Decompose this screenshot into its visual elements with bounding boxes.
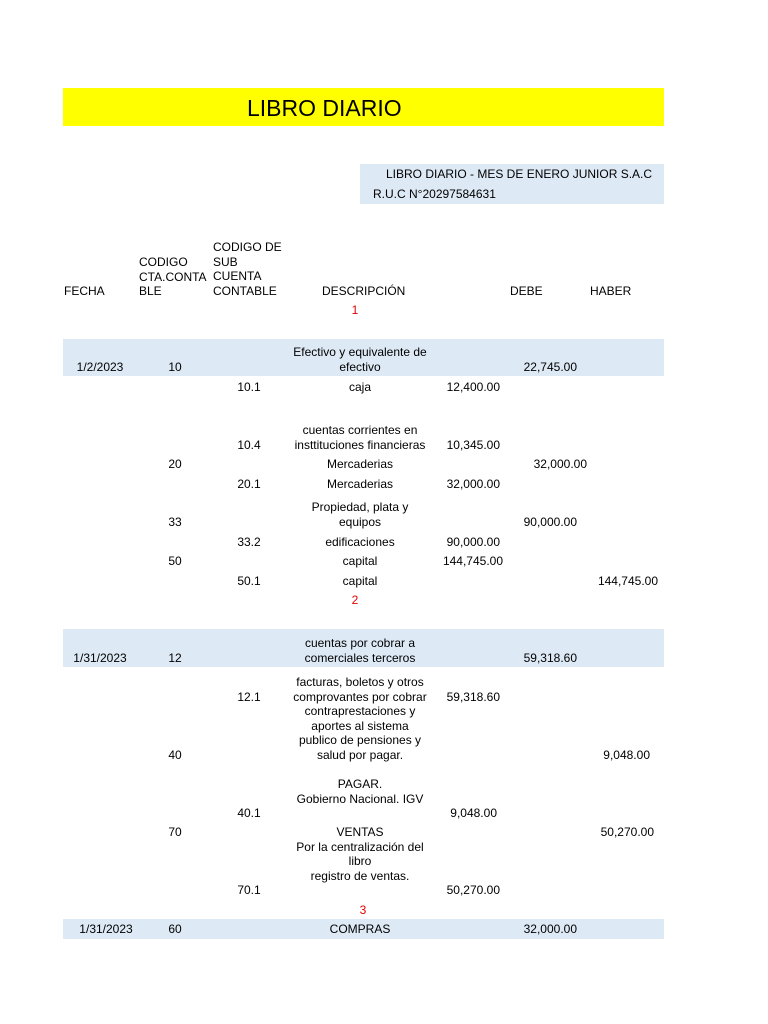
header-debe: DEBE [510, 284, 543, 298]
partial-amount: 10,345.00 [446, 438, 500, 452]
debe-amount: 32,000.00 [533, 457, 587, 471]
partial-amount: 59,318.60 [446, 690, 500, 704]
sub-account-code: 12.1 [237, 690, 261, 704]
haber-amount: 144,745.00 [597, 574, 658, 588]
header-descripcion: DESCRIPCIÓN [322, 284, 406, 298]
account-description: edificaciones [325, 535, 395, 549]
company-line-1: LIBRO DIARIO - MES DE ENERO JUNIOR S.A.C [386, 167, 653, 181]
entry-number: 1 [351, 303, 359, 317]
account-code: 40 [168, 748, 182, 762]
debe-amount: 59,318.60 [523, 651, 577, 665]
account-description: cuentas por cobrar a comerciales terceros [304, 636, 416, 665]
header-haber: HABER [590, 284, 632, 298]
entry-number: 2 [351, 593, 359, 607]
sub-account-code: 10.4 [237, 438, 261, 452]
account-description: caja [348, 380, 372, 394]
entry-date: 1/31/2023 [73, 651, 127, 665]
partial-amount: 144,745.00 [442, 554, 503, 568]
entry-number: 3 [359, 903, 367, 917]
account-description: COMPRAS [329, 922, 391, 936]
debe-amount: 22,745.00 [523, 360, 577, 374]
document-title: LIBRO DIARIO [247, 95, 402, 121]
partial-amount: 32,000.00 [446, 477, 500, 491]
account-code: 60 [168, 922, 182, 936]
account-description: cuentas corrientes en insttituciones financieras [294, 423, 426, 452]
account-description: Propiedad, plata y equipos [311, 500, 409, 529]
haber-amount: 50,270.00 [600, 825, 654, 839]
account-description: PAGAR. Gobierno Nacional. IGV [296, 777, 424, 806]
entry-date: 1/2/2023 [76, 360, 124, 374]
account-code: 20 [168, 457, 182, 471]
account-code: 10 [168, 360, 182, 374]
debe-amount: 90,000.00 [523, 515, 577, 529]
company-ruc: R.U.C N°20297584631 [373, 187, 496, 201]
partial-amount: 90,000.00 [446, 535, 500, 549]
account-description: VENTAS Por la centralización del libro registro de ventas. [296, 825, 424, 883]
partial-amount: 12,400.00 [446, 380, 500, 394]
account-description: Mercaderias [326, 477, 394, 491]
sub-account-code: 70.1 [237, 883, 261, 897]
sub-account-code: 50.1 [237, 574, 261, 588]
account-description: capital [342, 554, 378, 568]
sub-account-code: 40.1 [237, 806, 261, 820]
header-codigo-cta: CODIGO CTA.CONTA BLE [139, 255, 207, 298]
account-code: 50 [168, 554, 182, 568]
header-fecha: FECHA [64, 284, 105, 298]
sub-account-code: 33.2 [237, 535, 261, 549]
sub-account-code: 10.1 [237, 380, 261, 394]
entry-date: 1/31/2023 [79, 922, 133, 936]
sub-account-code: 20.1 [237, 477, 261, 491]
account-description: Efectivo y equivalente de efectivo [293, 345, 427, 374]
account-code: 33 [168, 515, 182, 529]
header-codigo-sub: CODIGO DE SUB CUENTA CONTABLE [213, 240, 282, 298]
partial-amount: 50,270.00 [446, 883, 500, 897]
partial-amount: 9,048.00 [450, 806, 497, 820]
debe-amount: 32,000.00 [523, 922, 577, 936]
account-description: facturas, boletos y otros comprovantes por cobrar contraprestaciones y aportes al sistema publico de pensiones y salud por pagar. [293, 675, 427, 762]
haber-amount: 9,048.00 [603, 748, 650, 762]
account-code: 70 [168, 825, 182, 839]
account-description: Mercaderias [326, 457, 394, 471]
account-description: capital [342, 574, 378, 588]
account-code: 12 [168, 651, 182, 665]
